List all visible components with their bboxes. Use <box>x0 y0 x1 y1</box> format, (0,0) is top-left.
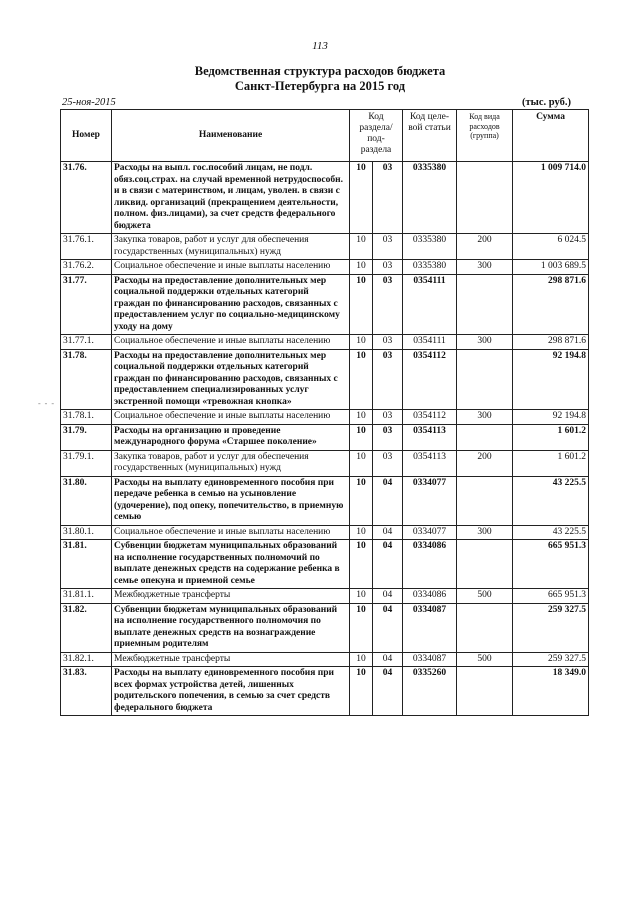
row-article: 0354113 <box>403 450 457 476</box>
document-title <box>0 64 640 94</box>
row-name: Социальное обеспечение и иные выплаты населению <box>112 260 350 275</box>
row-article: 0354111 <box>403 274 457 335</box>
row-sum: 1 601.2 <box>513 450 589 476</box>
row-subsection: 03 <box>373 410 403 425</box>
row-section: 10 <box>350 162 373 234</box>
row-number: 31.81. <box>61 540 112 589</box>
margin-mark: - - - <box>38 399 55 408</box>
row-subsection: 03 <box>373 162 403 234</box>
header-sum: Сумма <box>513 110 589 162</box>
row-section: 10 <box>350 589 373 604</box>
row-article: 0354112 <box>403 410 457 425</box>
row-number: 31.80.1. <box>61 525 112 540</box>
row-expense-type: 300 <box>457 335 513 350</box>
row-number: 31.79.1. <box>61 450 112 476</box>
row-section: 10 <box>350 525 373 540</box>
row-number: 31.79. <box>61 424 112 450</box>
row-sum: 1 601.2 <box>513 424 589 450</box>
row-expense-type: 300 <box>457 260 513 275</box>
row-article: 0335380 <box>403 234 457 260</box>
row-name: Социальное обеспечение и иные выплаты населению <box>112 335 350 350</box>
row-section: 10 <box>350 234 373 260</box>
row-number: 31.83. <box>61 667 112 716</box>
row-subsection: 03 <box>373 234 403 260</box>
row-section: 10 <box>350 652 373 667</box>
row-number: 31.77. <box>61 274 112 335</box>
document-date: 25-ноя-2015 <box>62 97 116 108</box>
table-row <box>61 260 589 275</box>
row-expense-type <box>457 162 513 234</box>
table-header-row <box>61 110 589 162</box>
table-row <box>61 589 589 604</box>
row-subsection: 03 <box>373 260 403 275</box>
row-expense-type <box>457 667 513 716</box>
row-subsection: 03 <box>373 349 403 410</box>
row-subsection: 04 <box>373 540 403 589</box>
table-row <box>61 540 589 589</box>
row-expense-type: 300 <box>457 525 513 540</box>
row-section: 10 <box>350 450 373 476</box>
row-expense-type: 200 <box>457 234 513 260</box>
table-row <box>61 603 589 652</box>
row-expense-type: 200 <box>457 450 513 476</box>
row-subsection: 03 <box>373 424 403 450</box>
row-expense-type: 500 <box>457 652 513 667</box>
table-row <box>61 234 589 260</box>
row-article: 0334086 <box>403 540 457 589</box>
table-row <box>61 424 589 450</box>
row-name: Социальное обеспечение и иные выплаты населению <box>112 410 350 425</box>
row-name: Расходы на выплату единовременного пособия при передаче ребенка в семью на усыновление (удочерение), под опеку, попечительство, в приемную семью <box>112 476 350 525</box>
table-row <box>61 335 589 350</box>
row-article: 0335260 <box>403 667 457 716</box>
row-number: 31.81.1. <box>61 589 112 604</box>
row-name: Межбюджетные трансферты <box>112 652 350 667</box>
row-section: 10 <box>350 476 373 525</box>
row-subsection: 03 <box>373 450 403 476</box>
table-row <box>61 667 589 716</box>
row-name: Расходы на организацию и проведение международного форума «Старшее поколение» <box>112 424 350 450</box>
row-number: 31.78. <box>61 349 112 410</box>
row-name: Межбюджетные трансферты <box>112 589 350 604</box>
row-sum: 665 951.3 <box>513 540 589 589</box>
row-subsection: 03 <box>373 274 403 335</box>
row-name: Расходы на выплату единовременного пособия при всех формах устройства детей, лишенных родительского попечения, в семью за счет средств федерального бюджета <box>112 667 350 716</box>
row-section: 10 <box>350 540 373 589</box>
row-expense-type <box>457 603 513 652</box>
row-section: 10 <box>350 274 373 335</box>
row-number: 31.78.1. <box>61 410 112 425</box>
row-sum: 43 225.5 <box>513 476 589 525</box>
row-sum: 259 327.5 <box>513 652 589 667</box>
row-number: 31.76.2. <box>61 260 112 275</box>
row-section: 10 <box>350 260 373 275</box>
row-article: 0335380 <box>403 260 457 275</box>
row-article: 0354111 <box>403 335 457 350</box>
row-sum: 665 951.3 <box>513 589 589 604</box>
row-article: 0354112 <box>403 349 457 410</box>
row-expense-type <box>457 540 513 589</box>
row-name: Субвенции бюджетам муниципальных образований на исполнение государственного полномочия по выплате денежных средств на вознаграждение приемным родителям <box>112 603 350 652</box>
row-expense-type <box>457 274 513 335</box>
table-row <box>61 476 589 525</box>
row-sum: 298 871.6 <box>513 335 589 350</box>
row-name: Субвенции бюджетам муниципальных образований на исполнение государственных полномочий по выплате денежных средств на содержание ребенка в семье опекуна и приемной семье <box>112 540 350 589</box>
units-label: (тыс. руб.) <box>522 97 571 108</box>
table-row <box>61 162 589 234</box>
row-section: 10 <box>350 349 373 410</box>
row-name: Закупка товаров, работ и услуг для обеспечения государственных (муниципальных) нужд <box>112 450 350 476</box>
row-sum: 1 003 689.5 <box>513 260 589 275</box>
header-section: Код раздела/ под- раздела <box>350 110 403 162</box>
row-expense-type: 300 <box>457 410 513 425</box>
table-row <box>61 349 589 410</box>
row-expense-type <box>457 424 513 450</box>
row-subsection: 04 <box>373 476 403 525</box>
header-name: Наименование <box>112 110 350 162</box>
row-article: 0334086 <box>403 589 457 604</box>
row-name: Социальное обеспечение и иные выплаты населению <box>112 525 350 540</box>
row-subsection: 04 <box>373 652 403 667</box>
row-expense-type <box>457 476 513 525</box>
row-section: 10 <box>350 335 373 350</box>
row-name: Закупка товаров, работ и услуг для обеспечения государственных (муниципальных) нужд <box>112 234 350 260</box>
row-section: 10 <box>350 410 373 425</box>
row-sum: 1 009 714.0 <box>513 162 589 234</box>
row-section: 10 <box>350 424 373 450</box>
row-article: 0334087 <box>403 603 457 652</box>
row-subsection: 04 <box>373 667 403 716</box>
row-section: 10 <box>350 667 373 716</box>
row-subsection: 04 <box>373 525 403 540</box>
row-sum: 92 194.8 <box>513 349 589 410</box>
row-article: 0335380 <box>403 162 457 234</box>
row-sum: 18 349.0 <box>513 667 589 716</box>
row-article: 0334077 <box>403 525 457 540</box>
page-number: 113 <box>312 40 328 52</box>
row-section: 10 <box>350 603 373 652</box>
row-expense-type: 500 <box>457 589 513 604</box>
row-sum: 298 871.6 <box>513 274 589 335</box>
table-row <box>61 274 589 335</box>
row-number: 31.80. <box>61 476 112 525</box>
row-sum: 6 024.5 <box>513 234 589 260</box>
row-subsection: 03 <box>373 335 403 350</box>
table-row <box>61 410 589 425</box>
budget-table <box>60 109 589 716</box>
row-article: 0334087 <box>403 652 457 667</box>
row-name: Расходы на выпл. гос.пособий лицам, не подл. обяз.соц.страх. на случай временной нетрудоспособн. и в связи с материнством, и лицам, уволен. в связи с ликвид. организаций (прекращением деятельности, полном. физ.лицами), за счет средств федерального бюджета <box>112 162 350 234</box>
table-row <box>61 652 589 667</box>
row-number: 31.77.1. <box>61 335 112 350</box>
row-sum: 92 194.8 <box>513 410 589 425</box>
row-article: 0354113 <box>403 424 457 450</box>
row-name: Расходы на предоставление дополнительных мер социальной поддержки отдельных категорий граждан по финансированию расходов, связанных с предоставлением специализированных услуг экстренной помощи «тревожная кнопка» <box>112 349 350 410</box>
header-number: Номер <box>61 110 112 162</box>
table-row <box>61 525 589 540</box>
header-expense-type: Код вида расходов (группа) <box>457 110 513 162</box>
row-name: Расходы на предоставление дополнительных мер социальной поддержки отдельных категорий граждан по финансированию расходов, связанных с предоставлением услуг по социально-медицинскому уходу на дому <box>112 274 350 335</box>
row-subsection: 04 <box>373 589 403 604</box>
table-body <box>61 162 589 716</box>
header-article: Код целе- вой статьи <box>403 110 457 162</box>
row-number: 31.76. <box>61 162 112 234</box>
row-sum: 259 327.5 <box>513 603 589 652</box>
row-expense-type <box>457 349 513 410</box>
row-subsection: 04 <box>373 603 403 652</box>
row-number: 31.82. <box>61 603 112 652</box>
row-sum: 43 225.5 <box>513 525 589 540</box>
table-row <box>61 450 589 476</box>
title-line-1: Ведомственная структура расходов бюджета <box>194 64 446 78</box>
title-line-2: Санкт-Петербурга на 2015 год <box>234 79 406 93</box>
row-number: 31.76.1. <box>61 234 112 260</box>
row-article: 0334077 <box>403 476 457 525</box>
row-number: 31.82.1. <box>61 652 112 667</box>
